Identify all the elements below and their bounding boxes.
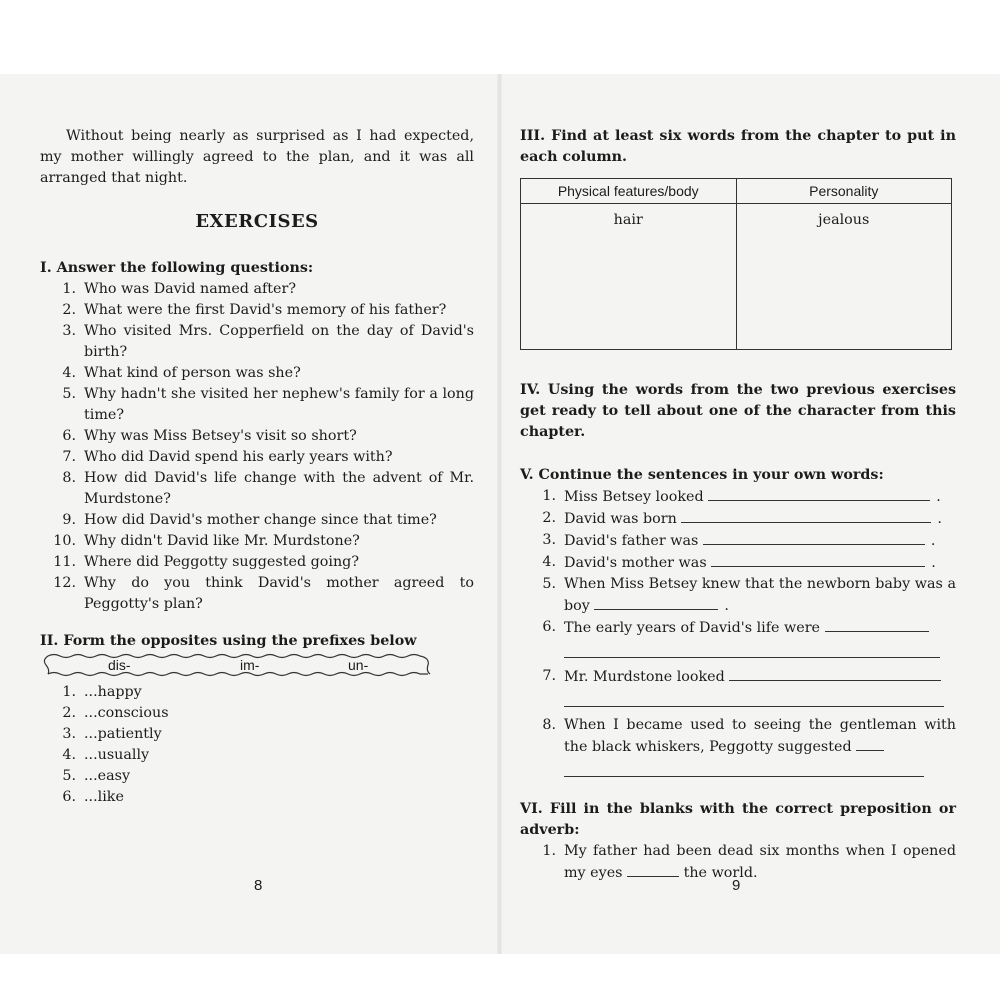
table-cell-personality: jealous xyxy=(736,204,952,350)
answer-blank[interactable] xyxy=(627,862,679,877)
answer-line[interactable] xyxy=(564,762,924,777)
question-item: 2. What were the first David's memory of his father? xyxy=(62,302,447,318)
question-item: 8. How did David's life change with the advent of Mr. Murdstone? xyxy=(62,470,474,507)
list-item: 1. ...happy xyxy=(62,684,142,700)
answer-blank[interactable] xyxy=(825,617,929,632)
sentence-item: 2. David was born . xyxy=(542,510,942,527)
question-item: 5. Why hadn't she visited her nephew's family for a long time? xyxy=(62,386,474,423)
question-item: 10. Why didn't David like Mr. Murdstone? xyxy=(53,533,360,549)
list-item: 5. ...easy xyxy=(62,768,131,784)
page-number-right: 9 xyxy=(732,877,741,894)
list-item: 6. ...like xyxy=(62,789,124,805)
prefix-im: im- xyxy=(240,657,260,673)
list-item: 3. ...patiently xyxy=(62,726,162,742)
section-1-heading: I. Answer the following questions: xyxy=(40,260,314,276)
right-page xyxy=(500,74,1000,954)
answer-blank[interactable] xyxy=(703,530,925,545)
sentence-item: 3. David's father was . xyxy=(542,532,936,549)
section-2-word-list xyxy=(40,682,474,808)
intro-paragraph: Without being nearly as surprised as I had expected, my mother willingly agreed to the plan, and it was all arranged that night. xyxy=(40,128,474,186)
list-item: 2. ...conscious xyxy=(62,705,169,721)
prefix-dis: dis- xyxy=(108,657,131,673)
question-item: 11. Where did Peggotty suggested going? xyxy=(53,554,359,570)
section-1-question-list xyxy=(40,279,474,615)
question-item: 12. Why do you think David's mother agreed to Peggotty's plan? xyxy=(53,575,474,612)
prefix-box xyxy=(40,652,434,676)
question-item: 4. What kind of person was she? xyxy=(62,365,301,381)
sentence-item: 7. Mr. Murdstone looked xyxy=(520,666,956,707)
sentence-item: 8. When I became used to seeing the gentleman with the black whiskers, Peggotty suggested xyxy=(520,715,956,777)
sentence-item: 1. Miss Betsey looked . xyxy=(542,488,941,505)
answer-blank[interactable] xyxy=(711,552,925,567)
section-5-heading: V. Continue the sentences in your own words: xyxy=(520,467,884,483)
answer-blank[interactable] xyxy=(594,595,718,610)
sentence-item: 4. David's mother was . xyxy=(542,554,936,571)
question-item: 6. Why was Miss Betsey's visit so short? xyxy=(62,428,357,444)
answer-blank[interactable] xyxy=(729,666,941,681)
left-page xyxy=(0,74,498,954)
section-4-heading: IV. Using the words from the two previous exercises get ready to tell about one of the character from this chapter. xyxy=(520,382,956,440)
table-cell-physical: hair xyxy=(521,204,737,350)
section-2-heading: II. Form the opposites using the prefixes below xyxy=(40,633,417,649)
word-columns-table xyxy=(520,178,952,350)
prefix-un: un- xyxy=(348,657,369,673)
wavy-frame xyxy=(40,652,434,678)
question-item: 3. Who visited Mrs. Copperfield on the day of David's birth? xyxy=(62,323,474,360)
section-3-heading: III. Find at least six words from the chapter to put in each column. xyxy=(520,128,956,165)
answer-blank[interactable] xyxy=(681,508,931,523)
book-spread xyxy=(0,74,1000,954)
left-page-column xyxy=(40,126,474,808)
section-6-heading: VI. Fill in the blanks with the correct preposition or adverb: xyxy=(520,801,956,838)
sentence-item: 5. When Miss Betsey knew that the newborn baby was a boy . xyxy=(542,576,956,614)
answer-blank[interactable] xyxy=(708,486,930,501)
answer-blank[interactable] xyxy=(856,736,884,751)
answer-line[interactable] xyxy=(564,643,940,658)
answer-line[interactable] xyxy=(564,692,944,707)
section-5-sentence-list xyxy=(520,486,956,777)
question-item: 9. How did David's mother change since that time? xyxy=(62,512,437,528)
exercises-title: EXERCISES xyxy=(195,211,319,232)
table-header-physical: Physical features/body xyxy=(521,179,737,204)
question-item: 1. Who was David named after? xyxy=(62,281,296,297)
sentence-item: 6. The early years of David's life were xyxy=(520,617,956,658)
fill-item: 1. My father had been dead six months when I opened my eyes the world. xyxy=(542,843,956,881)
page-number-left: 8 xyxy=(254,877,263,894)
table-header-personality: Personality xyxy=(736,179,952,204)
right-page-column xyxy=(520,126,956,884)
question-item: 7. Who did David spend his early years with? xyxy=(62,449,393,465)
list-item: 4. ...usually xyxy=(62,747,150,763)
